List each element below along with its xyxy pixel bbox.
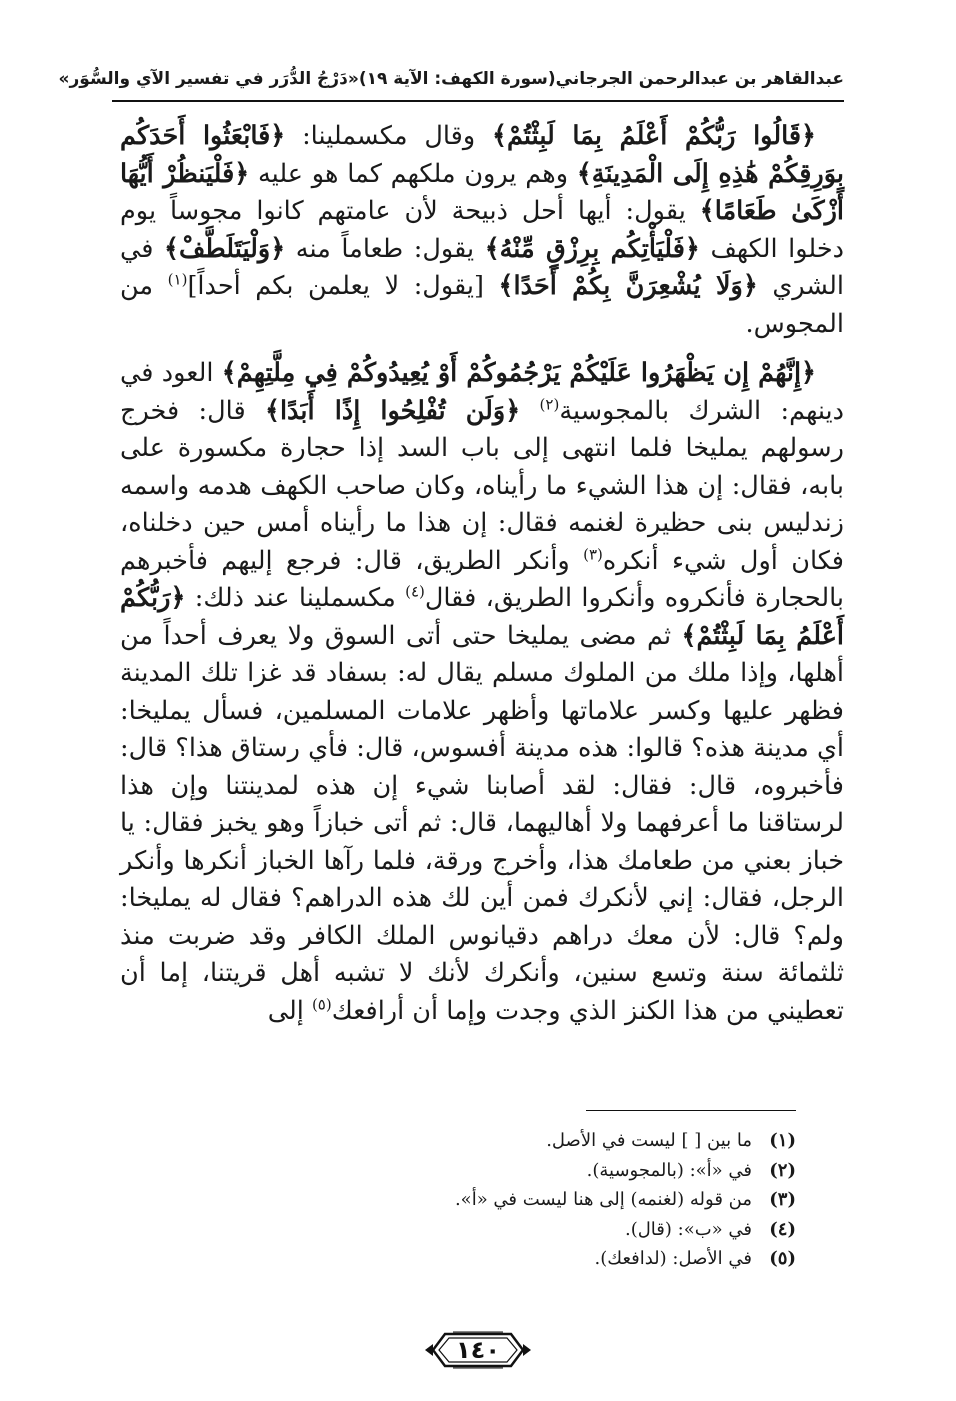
text-span: ثم مضى يمليخا حتى أتى السوق ولا يعرف أحداً من أهلها، وإذا ملك من الملوك مسلم يقال له: بسفاد قد غزا تلك المدينة فظهر عليها وكسر علاماتها وأظهر علامات المسلمين، فسأل يمليخا: أي مدينة هذه؟ قالوا: هذه مدينة أفسوس، قال: فأي رستاق هذا؟ قال: فأخبروه، قال: فقال: لقد أصابنا شيء إن هذه لمدينتنا وإن هذا لرستاقنا ما أعرفهما ولا أهاليهما، قال: ثم أتى خبازاً وهو يخبز فقال: يا خباز بعني من طعامك هذا، وأخرج ورقة، فلما رآها الخباز أنكرها وأنكر الرجل، فقال: إني لأنكرك فمن أين لك هذه الدراهم؟ فقال له يمليخا: ولم؟ قال: لأن معك دراهم دقيانوس الملك الكافر وقد ضربت منذ ثلثمائة سنة وتسع سنين، وأنكرك لأنك لا تشبه أهل قريتنا، إما أن تعطيني من هذا الكنز الذي وجدت وإما أن أرافعك [120, 620, 844, 1026]
quran-quote: ﴿وَلْيَتَلَطَّفْ﴾ [164, 233, 286, 264]
quran-quote: ﴿فَلْيَنظُرْ أَيُّهَا أَزْكَىٰ طَعَامًا﴾ [120, 158, 844, 226]
text-span: يقول: طعاماً منه [285, 233, 485, 264]
footnotes [120, 1126, 796, 1274]
quran-quote: ﴿وَلَا يُشْعِرَنَّ بِكُمْ أَحَدًا﴾ [498, 271, 758, 301]
text-span: إلى [267, 995, 312, 1026]
paragraph-1 [120, 118, 844, 343]
footnote-text: ما بين [ ] ليست في الأصل. [546, 1130, 752, 1151]
main-text [120, 118, 844, 1030]
quran-quote: ﴿رَبُّكُمْ أَعْلَمُ بِمَا لَبِثْتُمْ﴾ [120, 583, 844, 651]
text-span: يقول: أيها أحل ذبيحة لأن عامتهم كانوا مجوساً يوم دخلوا الكهف [120, 196, 844, 264]
text-span: قال: فخرج رسولهم يمليخا فلما انتهى إلى باب السد إذا حجارة مكسورة على بابه، فقال: إن هذا الشيء ما رأيناه، وكان صاحب الكهف هدمه واسمه زندليس بنى حظيرة لغنمه فقال: إن هذا ما رأيناه أمس حين دخلناه، فكان أول شيء أنكره [120, 395, 844, 576]
header-surah-verse: (سورة الكهف: الآية ١٩) [358, 69, 556, 89]
text-span: وهم يرون ملكهم كما هو عليه [249, 158, 577, 189]
header-divider [112, 100, 844, 102]
footnote-1 [120, 1126, 796, 1156]
footnote-number: (٥) [769, 1248, 796, 1269]
footnote-ref[interactable]: (٣) [583, 545, 603, 563]
footnote-text: في «أ»: (بالمجوسية). [586, 1159, 752, 1181]
footnote-5 [120, 1244, 796, 1274]
running-header [58, 62, 844, 96]
footnote-divider [586, 1110, 796, 1111]
text-span: وقال مكسملينا: [285, 121, 493, 151]
footnote-number: (١) [769, 1130, 796, 1151]
text-span: في الشري [120, 233, 844, 301]
footnote-text: من قوله (لغنمه) إلى هنا ليست في «أ». [454, 1189, 752, 1210]
footnote-text: في «ب»: (قال). [624, 1218, 752, 1240]
quran-quote: ﴿فَابْعَثُوا أَحَدَكُم بِوَرِقِكُمْ هَٰذِهِ إِلَى الْمَدِينَةِ﴾ [120, 121, 844, 189]
text-span: مكسملينا عند ذلك: [185, 583, 406, 613]
text-span: العود في دينهم: الشرك بالمجوسية [120, 358, 844, 426]
text-span [520, 396, 539, 426]
text-span: [يقول: لا يعلمن بكم أحداً] [187, 271, 499, 301]
text-span: وأنكر الطريق، قال: فرجع إليهم فأخبرهم بالحجارة فأنكروه وأنكروا الطريق، فقال [120, 545, 844, 613]
paragraph-2 [120, 355, 844, 1030]
footnote-ref[interactable]: (٥) [311, 995, 332, 1013]
quran-quote: ﴿فَلْيَأْتِكُم بِرِزْقٍ مِّنْهُ﴾ [484, 233, 700, 264]
quran-quote: ﴿وَلَن تُفْلِحُوا إِذًا أَبَدًا﴾ [265, 395, 521, 426]
footnote-number: (٣) [769, 1189, 796, 1210]
text-span: من المجوس. [120, 271, 844, 339]
footnote-ref[interactable]: (٤) [405, 582, 425, 601]
footnote-ref[interactable]: (٢) [539, 395, 560, 413]
footnote-number: (٢) [769, 1159, 796, 1181]
header-book-title: «دَرْجُ الدُّرَر في تفسير الآي والسُّوَر» [58, 69, 359, 89]
quran-quote: ﴿إِنَّهُمْ إِن يَظْهَرُوا عَلَيْكُمْ يَرْجُمُوكُمْ أَوْ يُعِيدُوكُمْ فِي مِلَّتِهِمْ﴾ [221, 358, 816, 388]
header-author: عبدالقاهر بن عبدالرحمن الجرجاني [555, 69, 844, 89]
footnote-text: في الأصل: (لدافعك). [594, 1248, 752, 1269]
footnote-ref[interactable]: (١) [167, 270, 188, 289]
quran-quote: ﴿قَالُوا رَبُّكُمْ أَعْلَمُ بِمَا لَبِثْتُمْ﴾ [492, 121, 816, 151]
footnote-4 [120, 1215, 796, 1245]
footnote-2 [120, 1156, 796, 1186]
footnote-3 [120, 1185, 796, 1215]
page-number [423, 1330, 533, 1370]
page-number-text: ١٤٠ [456, 1336, 500, 1364]
footnote-number: (٤) [769, 1218, 796, 1240]
